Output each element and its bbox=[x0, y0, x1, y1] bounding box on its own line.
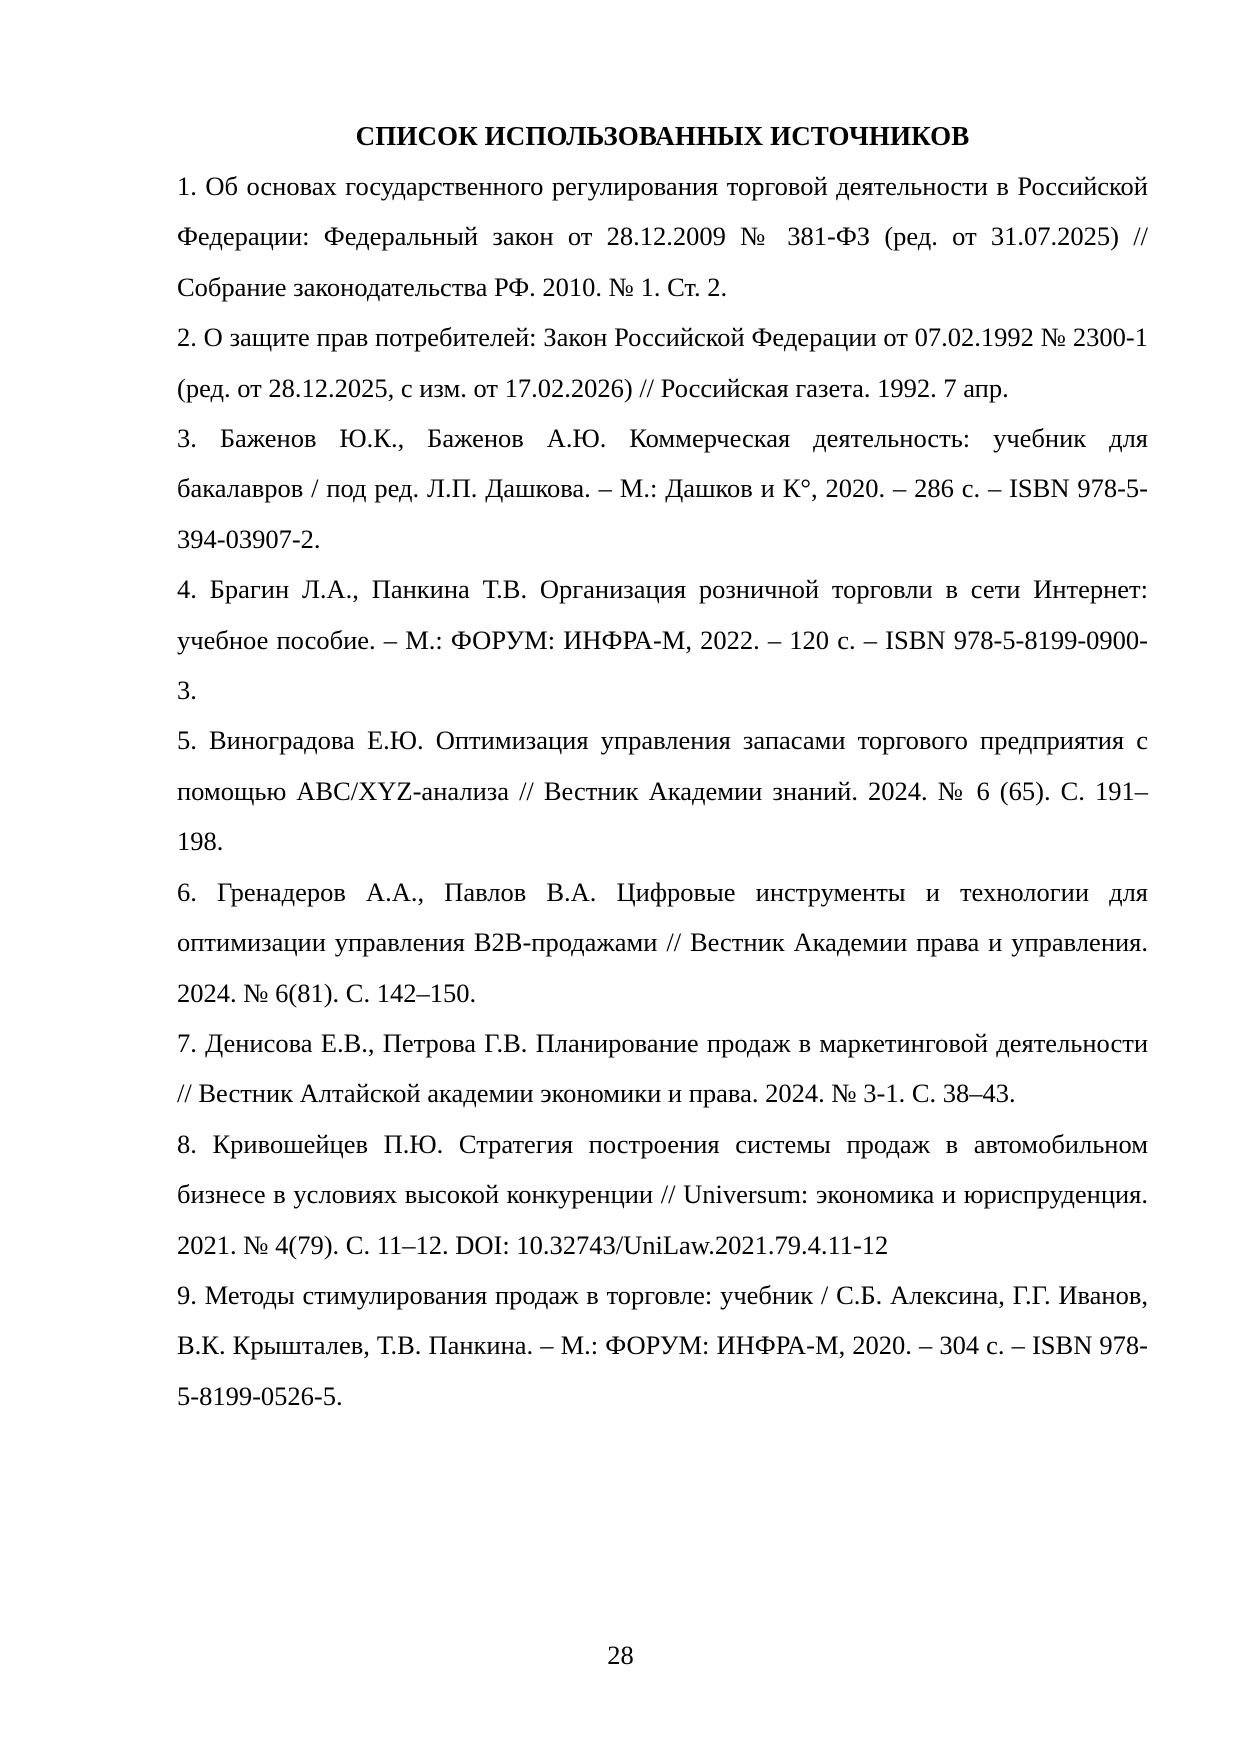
reference-item: 8. Кривошейцев П.Ю. Стратегия построения системы продаж в автомобильном бизнесе в условиях высокой конкуренции // Universum: экономика и юриспруденция. 2021. № 4(79). С. 11–12. DOI: 10.32743/UniLaw.2021.79.4.11-12 bbox=[177, 1128, 1148, 1260]
page-number: 28 bbox=[607, 1640, 634, 1670]
reference-item: 3. Баженов Ю.К., Баженов А.Ю. Коммерческая деятельность: учебник для бакалавров / под ред. Л.П. Дашкова. – М.: Дашков и К°, 2020. – 286 с. – ISBN 978-5-394-03907-2. bbox=[177, 423, 1148, 554]
reference-item: 6. Гренадеров А.А., Павлов В.А. Цифровые инструменты и технологии для оптимизации управления B2B-продажами // Вестник Академии права и управления. 2024. № 6(81). С. 142–150. bbox=[177, 876, 1148, 1008]
reference-item: 9. Методы стимулирования продаж в торговле: учебник / С.Б. Алексина, Г.Г. Иванов, В.К. Крышталев, Т.В. Панкина. – М.: ФОРУМ: ИНФРА-М, 2020. – 304 с. – ISBN 978-5-8199-0526-5. bbox=[177, 1279, 1148, 1411]
reference-item: 5. Виноградова Е.Ю. Оптимизация управления запасами торгового предприятия с помощью ABC/XYZ-анализа // Вестник Академии знаний. 2024. № 6 (65). С. 191–198. bbox=[177, 725, 1148, 857]
reference-item: 2. О защите прав потребителей: Закон Российской Федерации от 07.02.1992 № 2300-1 (ред. от 28.12.2025, с изм. от 17.02.2026) // Российская газета. 1992. 7 апр. bbox=[177, 322, 1148, 403]
reference-item: 7. Денисова Е.В., Петрова Г.В. Планирование продаж в маркетинговой деятельности // Вестник Алтайской академии экономики и права. 2024. № 3-1. С. 38–43. bbox=[177, 1027, 1148, 1109]
reference-item: 4. Брагин Л.А., Панкина Т.В. Организация розничной торговли в сети Интернет: учебное пособие. – М.: ФОРУМ: ИНФРА-М, 2022. – 120 с. – ISBN 978-5-8199-0900-3. bbox=[177, 574, 1148, 706]
page-title: СПИСОК ИСПОЛЬЗОВАННЫХ ИСТОЧНИКОВ bbox=[355, 121, 970, 151]
reference-item: 1. Об основах государственного регулирования торговой деятельности в Российской Федерации: Федеральный закон от 28.12.2009 № 381-ФЗ (ред. от 31.07.2025) // Собрание законодательства РФ. 2010. № 1. Ст. 2. bbox=[177, 171, 1148, 302]
page-content bbox=[177, 111, 1148, 1421]
reference-list bbox=[177, 161, 1148, 1421]
